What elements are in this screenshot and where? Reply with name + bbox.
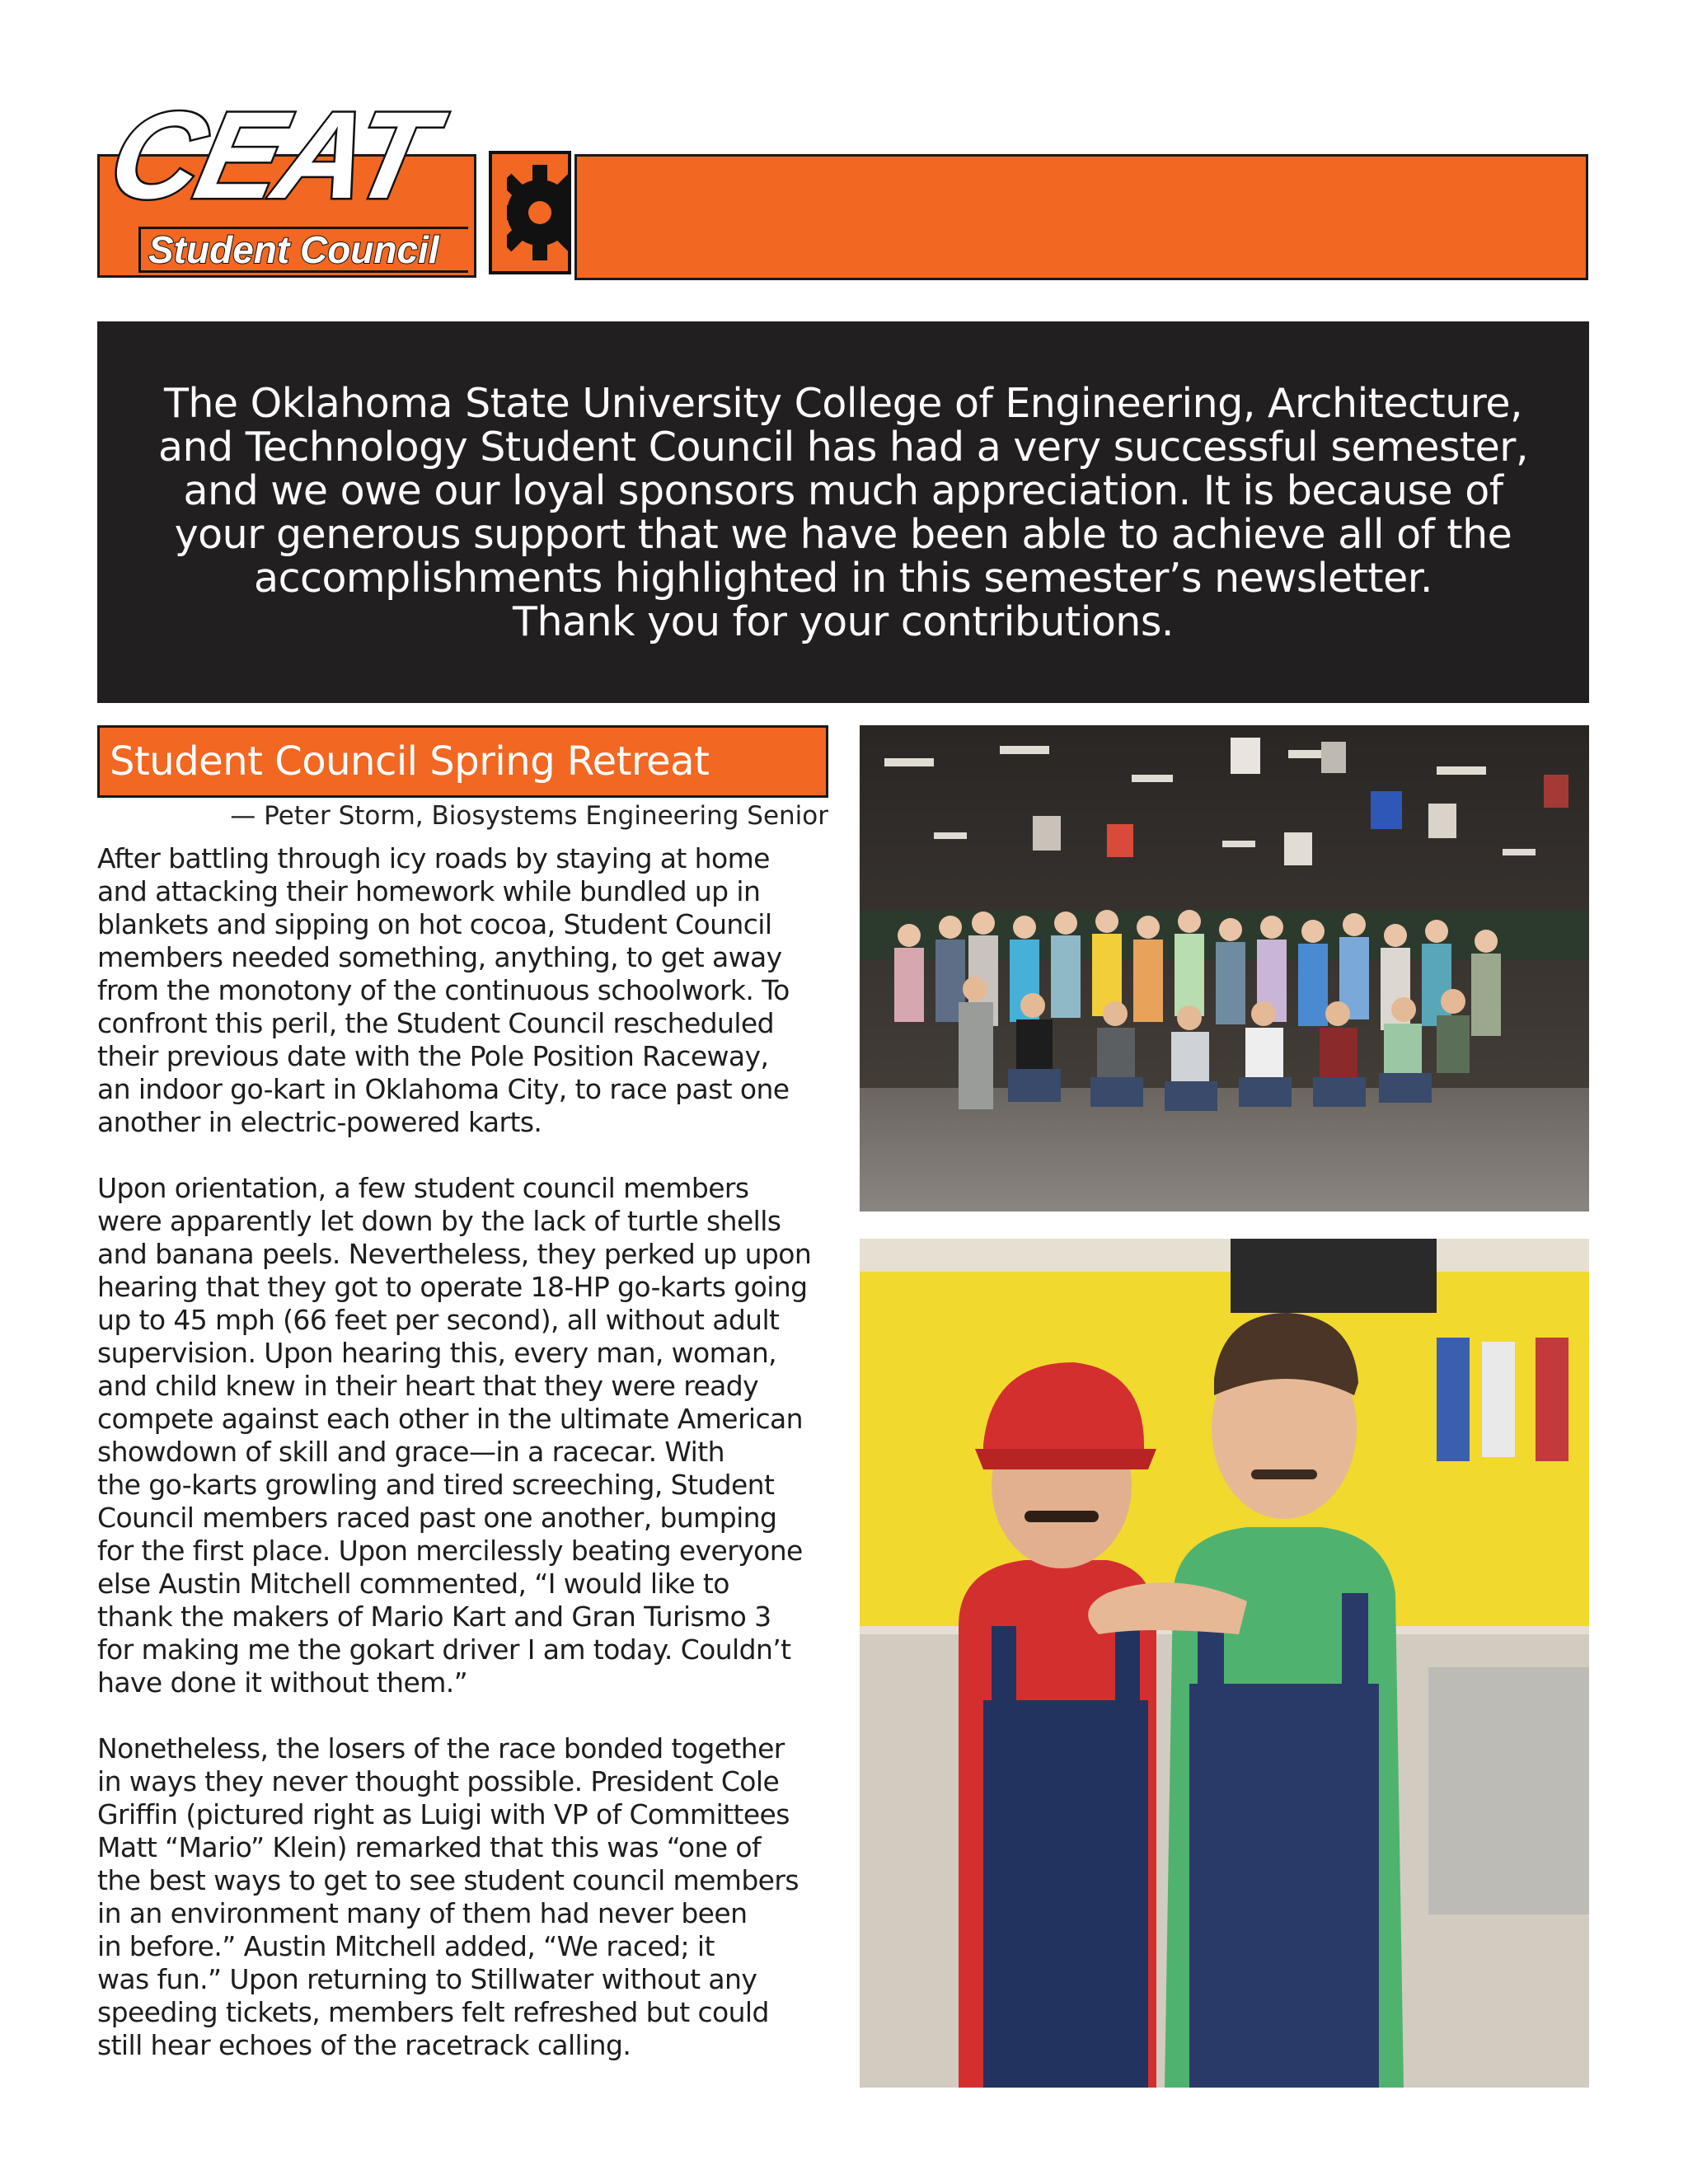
article-line: compete against each other in the ultimate American (97, 1403, 803, 1435)
article-line: in before.” Austin Mitchell added, “We raced; it (97, 1930, 715, 1962)
article-line: blankets and sipping on hot cocoa, Student Council (97, 908, 772, 940)
logo-ceat-text: CEAT (99, 86, 443, 224)
article-line: members needed something, anything, to get away (97, 941, 782, 973)
intro-line: and Technology Student Council has had a very successful semester, (157, 423, 1529, 471)
article-line: else Austin Mitchell commented, “I would like to (97, 1568, 729, 1600)
article-heading: Student Council Spring Retreat (97, 725, 828, 798)
article-line: were apparently let down by the lack of turtle shells (97, 1205, 781, 1237)
article-line: Council members raced past one another, bumping (97, 1502, 777, 1534)
article-line: the best ways to get to see student council members (97, 1864, 799, 1896)
article-line: thank the makers of Mario Kart and Gran Turismo 3 (97, 1601, 771, 1633)
mario-luigi-photo (860, 1239, 1589, 2088)
logo-student-council-text: Student Council (148, 228, 439, 271)
article-line: the go-karts growling and tired screeching, Student (97, 1469, 775, 1501)
article-line: was fun.” Upon returning to Stillwater without any (97, 1963, 757, 1995)
article-byline: — Peter Storm, Biosystems Engineering Senior (230, 801, 828, 831)
intro-line: your generous support that we have been able to achieve all of the (174, 510, 1512, 558)
article-line: still hear echoes of the racetrack calling. (97, 2029, 631, 2061)
mario-luigi-illustration (860, 1239, 1589, 2088)
group-photo (860, 725, 1589, 1212)
article-line: showdown of skill and grace—in a racecar. With (97, 1436, 724, 1468)
article-line: hearing that they got to operate 18-HP go-karts going (97, 1271, 808, 1303)
intro-box (97, 321, 1589, 703)
article-body (97, 842, 839, 2095)
article-line: for making me the gokart driver I am today. Couldn’t (97, 1633, 791, 1666)
intro-line: and we owe our loyal sponsors much appreciation. It is because of (183, 466, 1503, 514)
group-photo-illustration (860, 725, 1589, 1212)
article-line: and attacking their homework while bundled up in (97, 875, 761, 907)
article-line: speeding tickets, members felt refreshed but could (97, 1996, 769, 2028)
intro-line: The Oklahoma State University College of Engineering, Architecture, (163, 379, 1523, 427)
article-line: Griffin (pictured right as Luigi with VP of Committees (97, 1798, 790, 1830)
article-paragraph (97, 1732, 839, 2062)
header-bar (574, 154, 1588, 280)
intro-line: Thank you for your contributions. (513, 598, 1174, 645)
article-line: their previous date with the Pole Position Raceway, (97, 1040, 769, 1072)
article-line: up to 45 mph (66 feet per second), all without adult (97, 1304, 780, 1336)
article-line: for the first place. Upon mercilessly beating everyone (97, 1535, 803, 1567)
article-line: an indoor go-kart in Oklahoma City, to race past one (97, 1073, 790, 1105)
intro-line: accomplishments highlighted in this semester’s newsletter. (254, 554, 1432, 602)
article-line: in ways they never thought possible. President Cole (97, 1765, 780, 1797)
article-line: Nonetheless, the losers of the race bonded together (97, 1732, 785, 1765)
article-line: another in electric-powered karts. (97, 1106, 542, 1138)
article-line: confront this peril, the Student Council rescheduled (97, 1007, 774, 1039)
article-line: Upon orientation, a few student council members (97, 1172, 749, 1204)
article-line: Matt “Mario” Klein) remarked that this was “one of (97, 1831, 762, 1863)
article-line: have done it without them.” (97, 1666, 468, 1699)
article-line: in an environment many of them had never been (97, 1897, 748, 1929)
article-paragraph (97, 1172, 839, 1699)
article-line: and banana peels. Nevertheless, they perked up upon (97, 1238, 812, 1270)
ceat-logo (97, 86, 571, 284)
article-line: After battling through icy roads by staying at home (97, 842, 770, 874)
article-line: and child knew in their heart that they were ready (97, 1370, 759, 1402)
article-line: supervision. Upon hearing this, every man, woman, (97, 1337, 777, 1369)
gear-icon (489, 151, 571, 274)
article-line: from the monotony of the continuous schoolwork. To (97, 974, 790, 1006)
article-paragraph (97, 842, 839, 1139)
intro-text (143, 379, 1544, 645)
